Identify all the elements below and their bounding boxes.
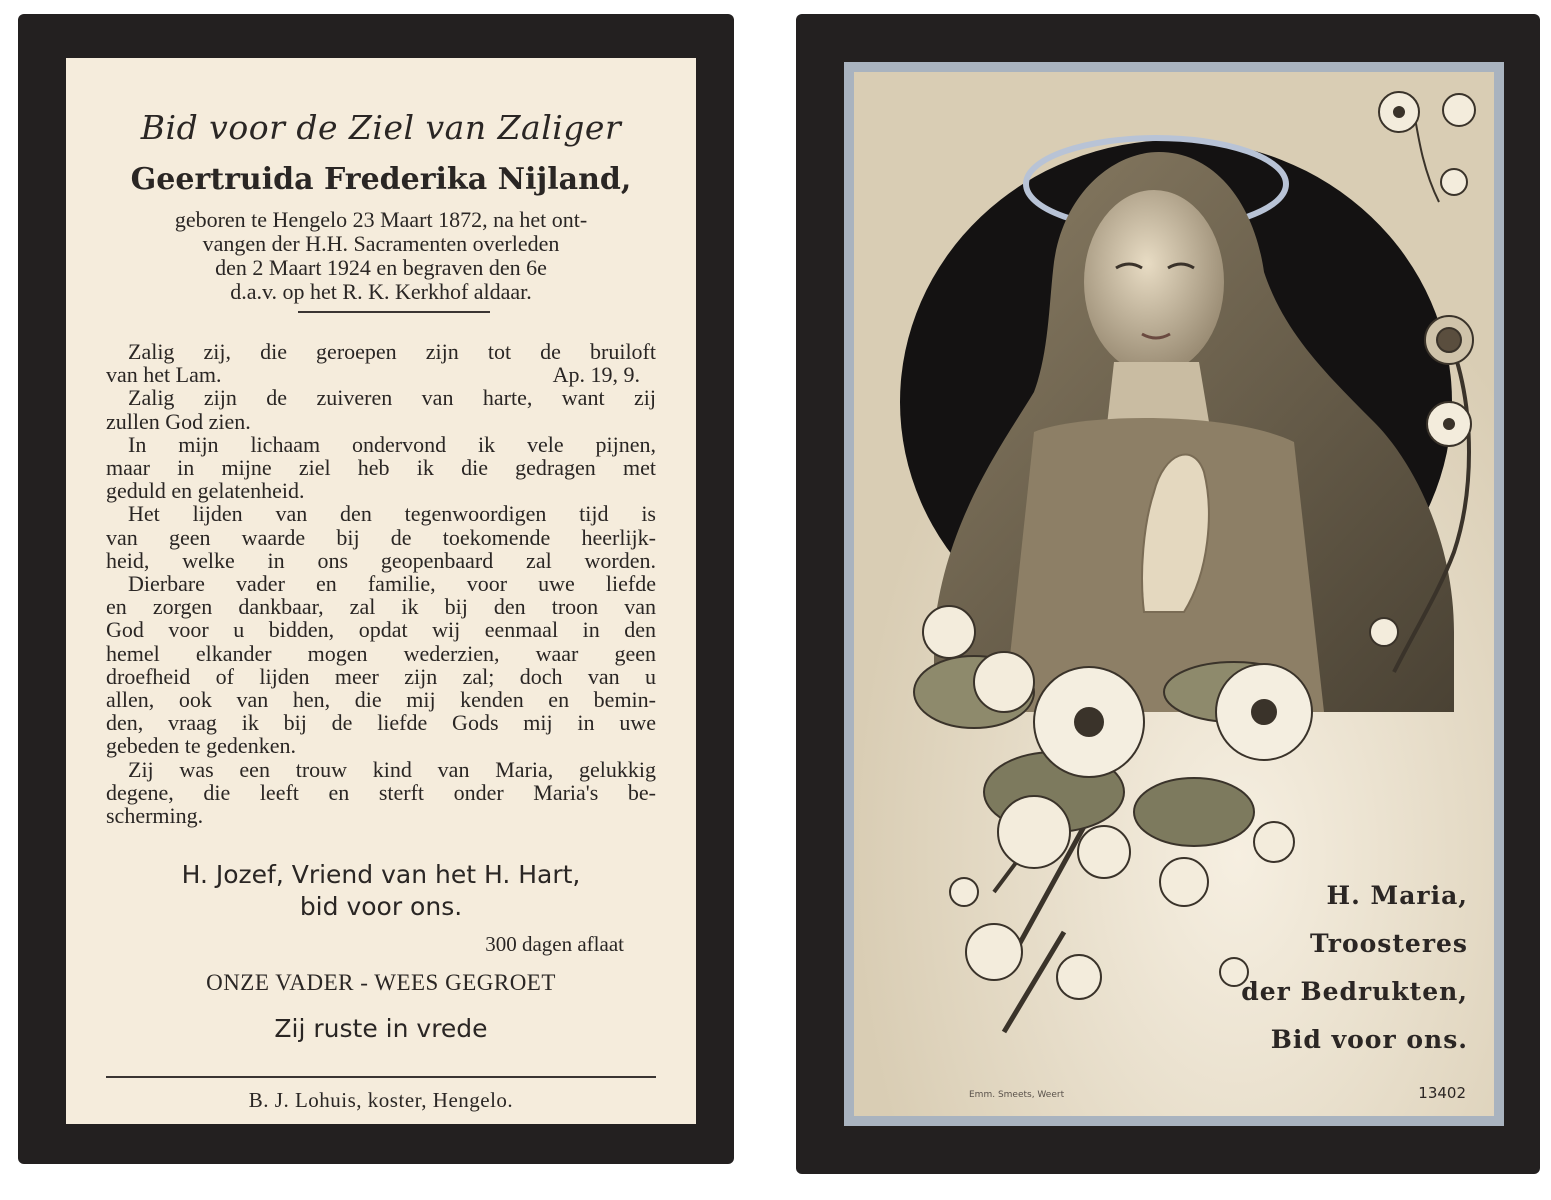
body-text [106,340,656,827]
body-line: degene, die leeft en sterft onder Maria's be- [106,779,656,805]
scripture-reference: Ap. 19, 9. [552,362,640,388]
intro-line: d.a.v. op het R. K. Kerkhof aldaar. [230,279,532,304]
body-line: God voor u bidden, opdat wij eenmaal in den [106,617,656,643]
intro-line: den 2 Maart 1924 en begraven den 6e [215,255,547,280]
body-line: van geen waarde bij de toekomende heerlijk- [106,524,656,550]
body-line: Het lijden van den tegenwoordigen tijd is [128,501,656,527]
body-line: maar in mijne ziel heb ik die gedragen met [106,455,656,481]
body-line: heid, welke in ons geopenbaard zal worden. [106,547,656,573]
body-line: gebeden te gedenken. [106,733,296,759]
intro-line: geboren te Hengelo 23 Maart 1872, na het ont- [174,207,588,232]
verse-reference-line [106,363,656,386]
caption-line: Troosteres [1310,929,1468,958]
catalog-number: 13402 [1418,1084,1466,1102]
prayer-invocation-2: bid voor ons. [299,892,463,921]
body-line: geduld en gelatenheid. [106,478,305,504]
body-line: Dierbare vader en familie, voor uwe liefde [128,571,656,597]
body-line: Zalig zijn de zuiveren van harte, want zij [128,385,656,411]
printer-credit: B. J. Lohuis, koster, Hengelo. [248,1088,514,1112]
body-line: den, vraag ik bij de liefde Gods mij in uwe [106,710,656,736]
biographical-intro [96,208,666,304]
body-line: Zij was een trouw kind van Maria, gelukkig [128,756,656,782]
body-line: hemel elkander mogen wederzien, waar geen [106,640,656,666]
prayer-card-text-side [18,14,734,1164]
body-line: scherming. [106,803,204,829]
blue-frame [844,62,1504,1126]
body-line: allen, ook van hen, die mij kenden en bemin- [106,687,656,713]
publisher-imprint: Emm. Smeets, Weert [969,1090,1065,1100]
body-line: van het Lam. [106,362,222,388]
rest-in-peace: Zij ruste in vrede [274,1014,488,1043]
body-line: en zorgen dankbaar, zal ik bij den troon van [106,594,656,620]
body-line: droefheid of lijden meer zijn zal; doch van u [106,663,656,689]
caption-line: der Bedrukten, [1241,977,1468,1006]
deceased-name: Geertruida Frederika Nijland, [130,162,632,197]
prayers-line: ONZE VADER - WEES GEGROET [206,970,556,995]
face [1084,190,1224,374]
caption-line: H. Maria, [1326,881,1468,910]
card-heading: Bid voor de Ziel van Zaliger [140,108,622,147]
card-paper [66,58,696,1124]
body-line: zullen God zien. [106,408,251,434]
prayer-invocation: H. Jozef, Vriend van het H. Hart, [181,860,581,889]
body-line: Zalig zij, die geroepen zijn tot de bruiloft [128,339,656,364]
intro-line: vangen der H.H. Sacramenten overleden [202,231,560,256]
indulgence-note: 300 dagen aflaat [485,932,624,956]
body-line: In mijn lichaam ondervond ik vele pijnen, [128,431,656,457]
divider-short [298,311,490,313]
prayer-card-image-side [796,14,1540,1174]
image-caption [1241,872,1468,1064]
caption-line: Bid voor ons. [1270,1025,1468,1054]
image-panel [854,72,1494,1116]
divider-long [106,1076,656,1078]
